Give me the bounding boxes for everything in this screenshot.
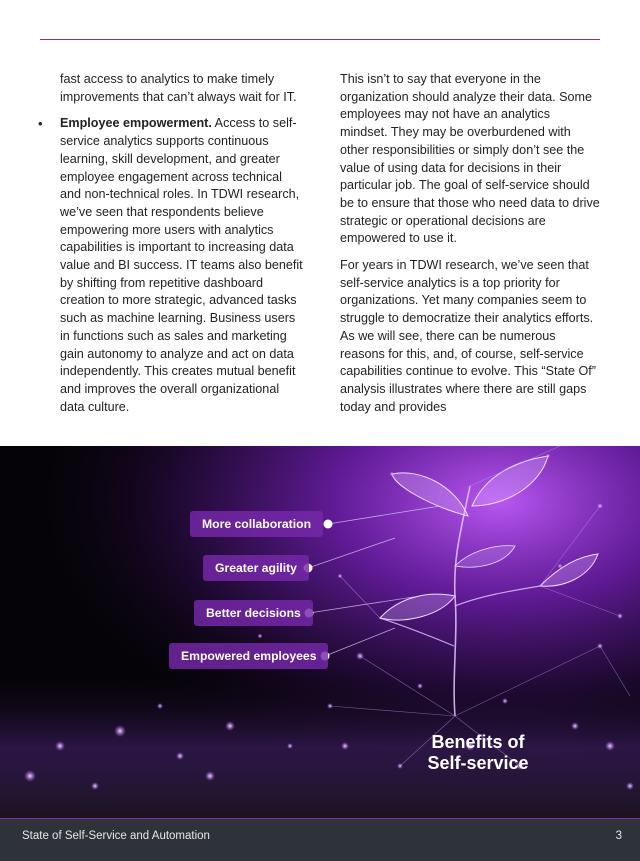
bullet-text: Access to self-service analytics supports continuous learning, skill development, and greater employee engagement across technical and non-technical roles. In TDWI research, we’ve seen that respondents believe empowering more users with analytics capabilities is important to increasing data value and BI success. IT teams also benefit by shifting from repetitive dashboard creation to more strategic, advanced tasks such as machine learning. Business users in functions such as sales and marketing gain autonomy to analyze and act on data independently. This creates mutual benefit and improves the overall organizational data culture. (60, 116, 303, 414)
benefits-hero-image (0, 446, 640, 818)
footer-document-title: State of Self-Service and Automation (22, 830, 210, 842)
paragraph-1: This isn’t to say that everyone in the organization should analyze their data. Some employees may not have an analytics mindset. They may be overburdened with other responsibilities or simply don’t see the value of using data for decisions in their particular job. The goal of self-service should be to ensure that those who need data to drive strategic or operational decisions are empowered to use it. (340, 72, 600, 246)
label-more-collaboration: More collaboration (190, 511, 323, 537)
label-greater-agility: Greater agility (203, 555, 309, 581)
page-footer (0, 818, 640, 861)
bullet-icon: • (38, 116, 43, 132)
hero-title-line-2: Self-service (427, 753, 529, 773)
bullet-lead: Employee empowerment. (60, 116, 212, 131)
hero-title (408, 732, 548, 774)
paragraph-2: For years in TDWI research, we’ve seen that self-service analytics is a top priority for organizations. Yet many companies seem to struggle to democratize their analytics efforts. As we will see, there can be numerous reasons for this, and, of course, self-service capabilities continue to evolve. This “State Of” analysis illustrates where there are still gaps today and provides (340, 258, 596, 414)
left-column (38, 71, 304, 425)
hero-title-line-1: Benefits of (431, 732, 525, 752)
footer-page-number: 3 (615, 830, 622, 842)
label-better-decisions: Better decisions (194, 600, 313, 626)
bullet-employee-empowerment (38, 115, 304, 416)
top-rule (40, 39, 600, 40)
continuation-paragraph: fast access to analytics to make timely improvements that can’t always wait for IT. (60, 72, 297, 104)
label-empowered-employees: Empowered employees (169, 643, 328, 669)
right-column (340, 71, 600, 425)
